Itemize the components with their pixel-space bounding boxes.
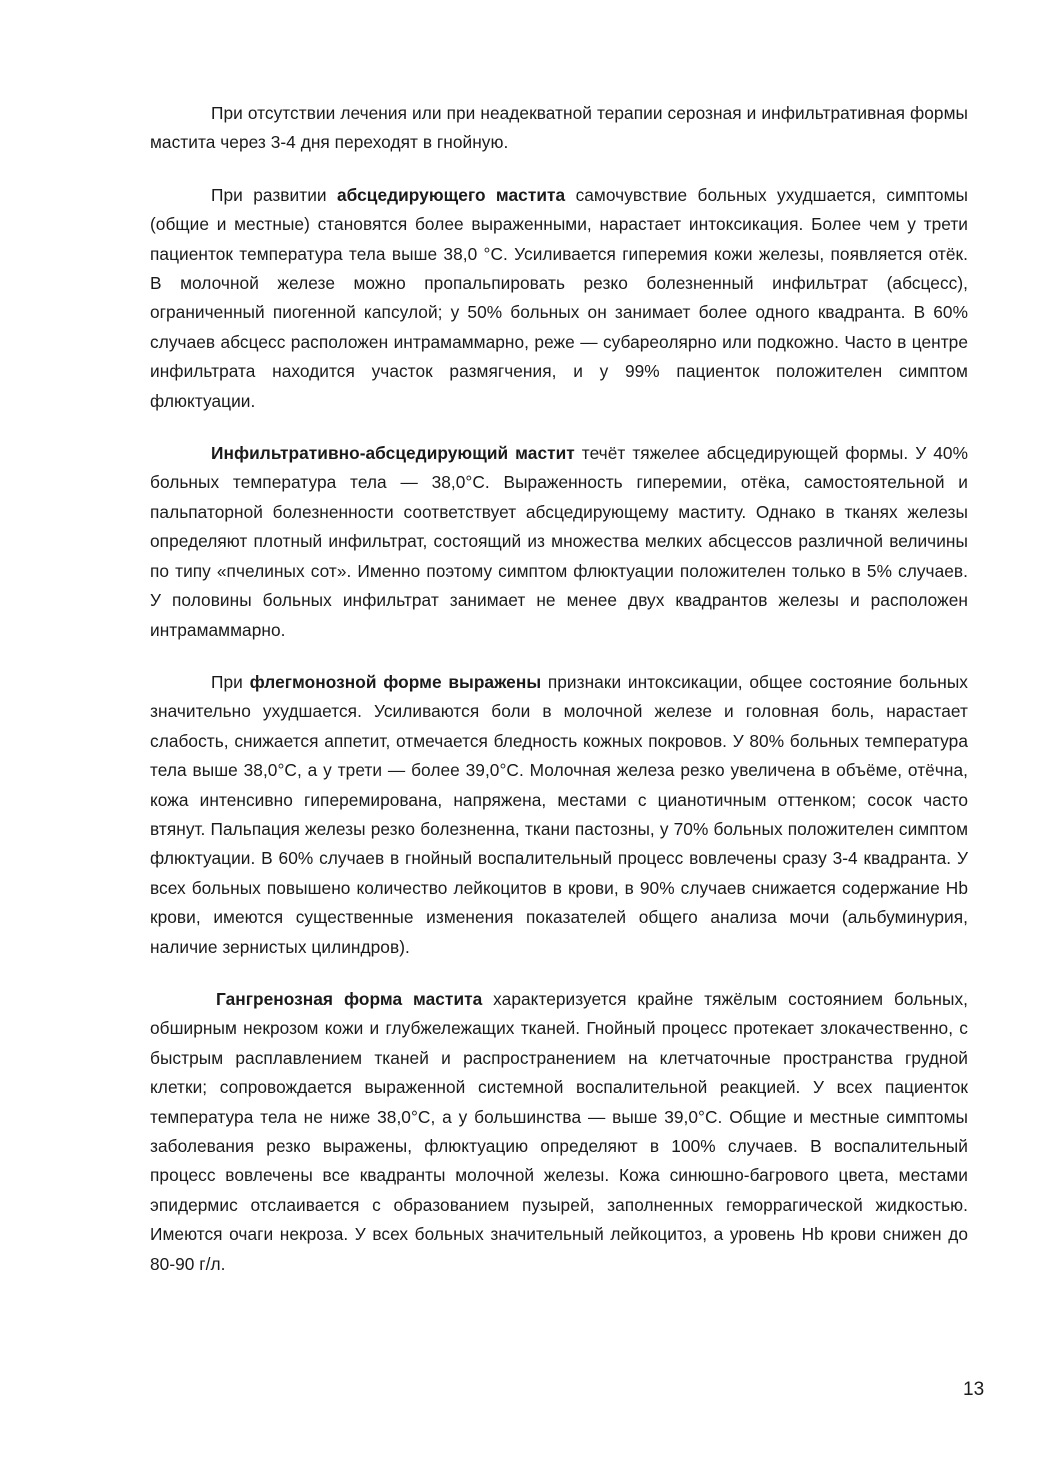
paragraph-text: При отсутствии лечения или при неадекватной терапии серозная и инфильтративная формы мастита через 3-4 дня переходят в гнойную. [150,103,968,153]
paragraph-text: самочувствие больных ухудшается, симптомы (общие и местные) становятся более выраженными, нарастает интоксикация. Более чем у трети пациенток температура тела выше 38,0 °С. Усиливается гиперемия кожи железы, появляется отёк. В молочной железе можно пропальпировать резко болезненный инфильтрат (абсцесс), ограниченный пиогенной капсулой; у 50% больных он занимает более одного квадранта. В 60% случаев абсцесс расположен интрамаммарно, реже — субареолярно или подкожно. Часто в центре инфильтрата находится участок размягчения, и у 99% пациенток положителен симптом флюктуации. [150,184,968,411]
paragraph [150,668,968,962]
paragraph [150,985,968,1279]
paragraph-text: характеризуется крайне тяжёлым состоянием больных, обширным некрозом кожи и глубжележащих тканей. Гнойный процесс протекает злокачественно, с быстрым расплавлением тканей и распространением на клетчаточные пространства грудной клетки; сопровождается выраженной системной воспалительной реакцией. У всех пациенток температура тела не ниже 38,0°С, а у большинства — выше 39,0°С. Общие и местные симптомы заболевания резко выражены, флюктуацию определяют в 100% случаев. В воспалительный процесс вовлечены все квадранты молочной железы. Кожа синюшно-багрового цвета, местами эпидермис отслаивается с образованием пузырей, заполненных геморрагической жидкостью. Имеются очаги некроза. У всех больных значительный лейкоцитоз, а уровень Нb крови снижен до 80-90 г/л. [150,988,968,1274]
term-abscess-mastitis: абсцедирующего мастита [336,184,566,205]
paragraph [150,99,968,158]
term-infiltrative-abscess-mastitis: Инфильтративно-абсцедирующий мастит [211,443,575,464]
paragraph [150,181,968,416]
page-body [150,99,968,1302]
paragraph [150,439,968,645]
page-number: 13 [963,1379,985,1400]
term-gangrenous-form: Гангренозная форма мастита [216,988,483,1009]
paragraph-text: течёт тяжелее абсцедирующей формы. У 40% больных температура тела — 38,0°С. Выраженность гиперемии, отёка, самостоятельной и пальпаторной болезненности соответствует абсцедирующему маститу. Однако в тканях железы определяют плотный инфильтрат, состоящий из множества мелких абсцессов различной величины по типу «пчелиных сот». Именно поэтому симптом флюктуации положителен только в 5% случаев. У половины больных инфильтрат занимает не менее двух квадрантов железы и расположен интрамаммарно. [150,443,968,640]
paragraph-text: При [211,671,250,692]
paragraph-text: признаки интоксикации, общее состояние больных значительно ухудшается. Усиливаются боли в молочной железе и головная боль, нарастает слабость, снижается аппетит, отмечается бледность кожных покровов. У 80% больных температура тела выше 38,0°С, а у трети — более 39,0°С. Молочная железа резко увеличена в объёме, отёчна, кожа интенсивно гиперемирована, напряжена, местами с цианотичным оттенком; сосок часто втянут. Пальпация железы резко болезненна, ткани пастозны, у 70% больных положителен симптом флюктуации. В 60% случаев в гнойный воспалительный процесс вовлечены сразу 3-4 квадранта. У всех больных повышено количество лейкоцитов в крови, в 90% случаев снижается содержание Нb крови, имеются существенные изменения показателей общего анализа мочи (альбуминурия, наличие зернистых цилиндров). [150,671,968,957]
paragraph-text: При развитии [211,184,337,205]
term-phlegmonous-form: флегмонозной форме выражены [249,671,542,692]
